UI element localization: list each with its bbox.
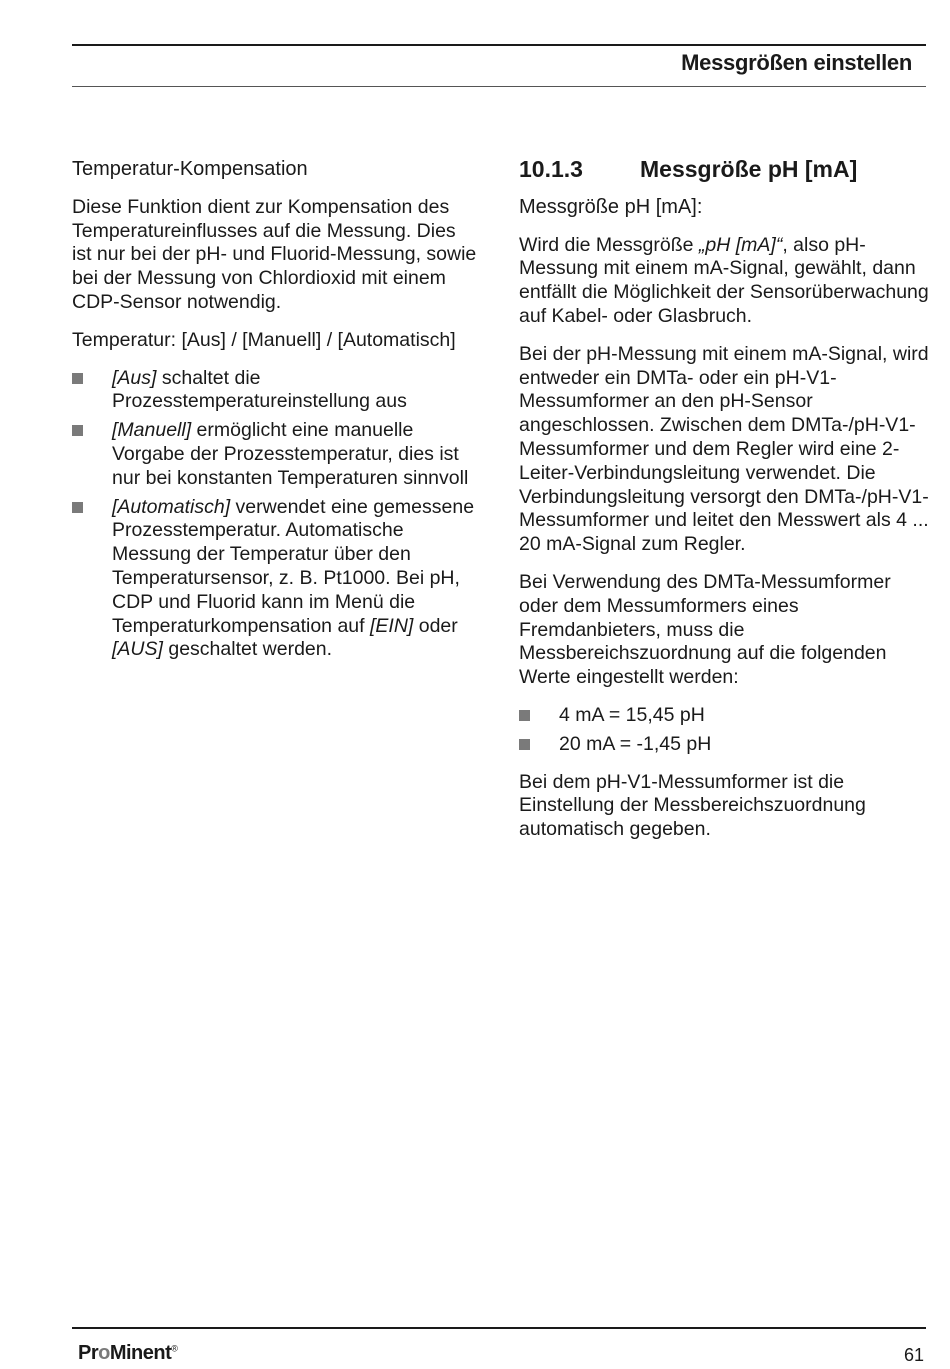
- list-item: [519, 704, 929, 728]
- list-item-text: 20 mA = -1,45 pH: [559, 732, 712, 755]
- logo-registered-mark: ®: [171, 1343, 178, 1354]
- logo-text: Pr: [78, 1342, 99, 1364]
- section-heading: [519, 158, 929, 182]
- bullet-square-icon: [72, 502, 83, 513]
- option-label: [Automatisch]: [112, 495, 231, 518]
- bullet-square-icon: [519, 739, 530, 750]
- list-item-text: schaltet die Prozesstemperatureinstellung aus: [112, 366, 407, 413]
- logo-text: Minent: [109, 1342, 172, 1364]
- section-title: Messgröße pH [mA]: [640, 156, 858, 182]
- section-number: 10.1.3: [519, 156, 583, 182]
- header-bottom-rule: [72, 86, 926, 87]
- left-column: [72, 158, 480, 676]
- paragraph: [519, 234, 929, 329]
- list-item-text: 4 mA = 15,45 pH: [559, 703, 705, 726]
- bullet-list: [72, 367, 480, 663]
- prominent-logo: [78, 1342, 177, 1365]
- option-label: [AUS]: [112, 638, 163, 661]
- text: , also pH-Messung mit einem mA-Signal, gewählt, dann entfällt die Möglichkeit der Sensorüberwachung auf Kabel- oder Glasbruch.: [519, 233, 929, 327]
- subheading-temperature-compensation: Temperatur-Kompensation: [72, 158, 308, 180]
- option-label: [Manuell]: [112, 419, 192, 442]
- list-item: [519, 733, 929, 757]
- subheading-ph-ma: Messgröße pH [mA]:: [519, 195, 703, 218]
- paragraph: Bei der pH-Messung mit einem mA-Signal, wird entweder ein DMTa- oder ein pH-V1-Messumformer an den pH-Sensor angeschlossen. Zwischen dem DMTa-/pH-V1-Messumformer und dem Regler wird eine 2-Leiter-Verbindungsleitung verwendet. Die Verbindungsleitung versorgt den DMTa-/pH-V1-Messumformer und leitet den Messwert als 4 ... 20 mA-Signal zum Regler.: [519, 342, 929, 556]
- list-item-text: ermöglicht eine manuelle Vorgabe der Prozesstemperatur, dies ist nur bei konstanten Temperaturen sinnvoll: [112, 419, 469, 489]
- footer-rule: [72, 1327, 926, 1329]
- list-item: [72, 496, 480, 663]
- option-label: [Aus]: [112, 366, 157, 389]
- page-number: 61: [903, 1345, 924, 1365]
- bullet-square-icon: [72, 425, 83, 436]
- option-label: [EIN]: [369, 614, 414, 637]
- paragraph: Bei Verwendung des DMTa-Messumformer oder dem Messumformers eines Fremdanbieters, muss die Messbereichszuordnung auf die folgenden Werte eingestellt werden:: [519, 570, 891, 689]
- measurement-name: „pH [mA]“: [698, 233, 783, 256]
- page-header-title: Messgrößen einstellen: [681, 50, 912, 75]
- bullet-square-icon: [72, 373, 83, 384]
- right-column: [519, 158, 929, 856]
- list-item-text: verwendet eine gemessene Prozesstemperatur. Automatische Messung der Temperatur über den Temperatursensor, z. B. Pt1000. Bei pH, CDP und Fluorid kann im Menü die Temperaturkompensation auf: [112, 495, 475, 637]
- list-item-text: oder: [413, 614, 458, 637]
- paragraph: Bei dem pH-V1-Messumformer ist die Einstellung der Messbereichszuordnung automatisch gegeben.: [519, 770, 866, 841]
- header-top-rule: [72, 44, 926, 46]
- list-item-text: geschaltet werden.: [162, 638, 333, 661]
- logo-text: o: [98, 1342, 110, 1364]
- paragraph: Diese Funktion dient zur Kompensation des Temperatureinflusses auf die Messung. Dies ist nur bei der pH- und Fluorid-Messung, sowie bei der Messung von Chlordioxid mit einem CDP-Sensor notwendig.: [72, 195, 477, 313]
- bullet-square-icon: [519, 710, 530, 721]
- list-item: [72, 419, 480, 490]
- paragraph: Temperatur: [Aus] / [Manuell] / [Automatisch]: [72, 328, 456, 351]
- bullet-list: [519, 704, 929, 757]
- text: Wird die Messgröße: [519, 233, 699, 256]
- list-item: [72, 367, 480, 415]
